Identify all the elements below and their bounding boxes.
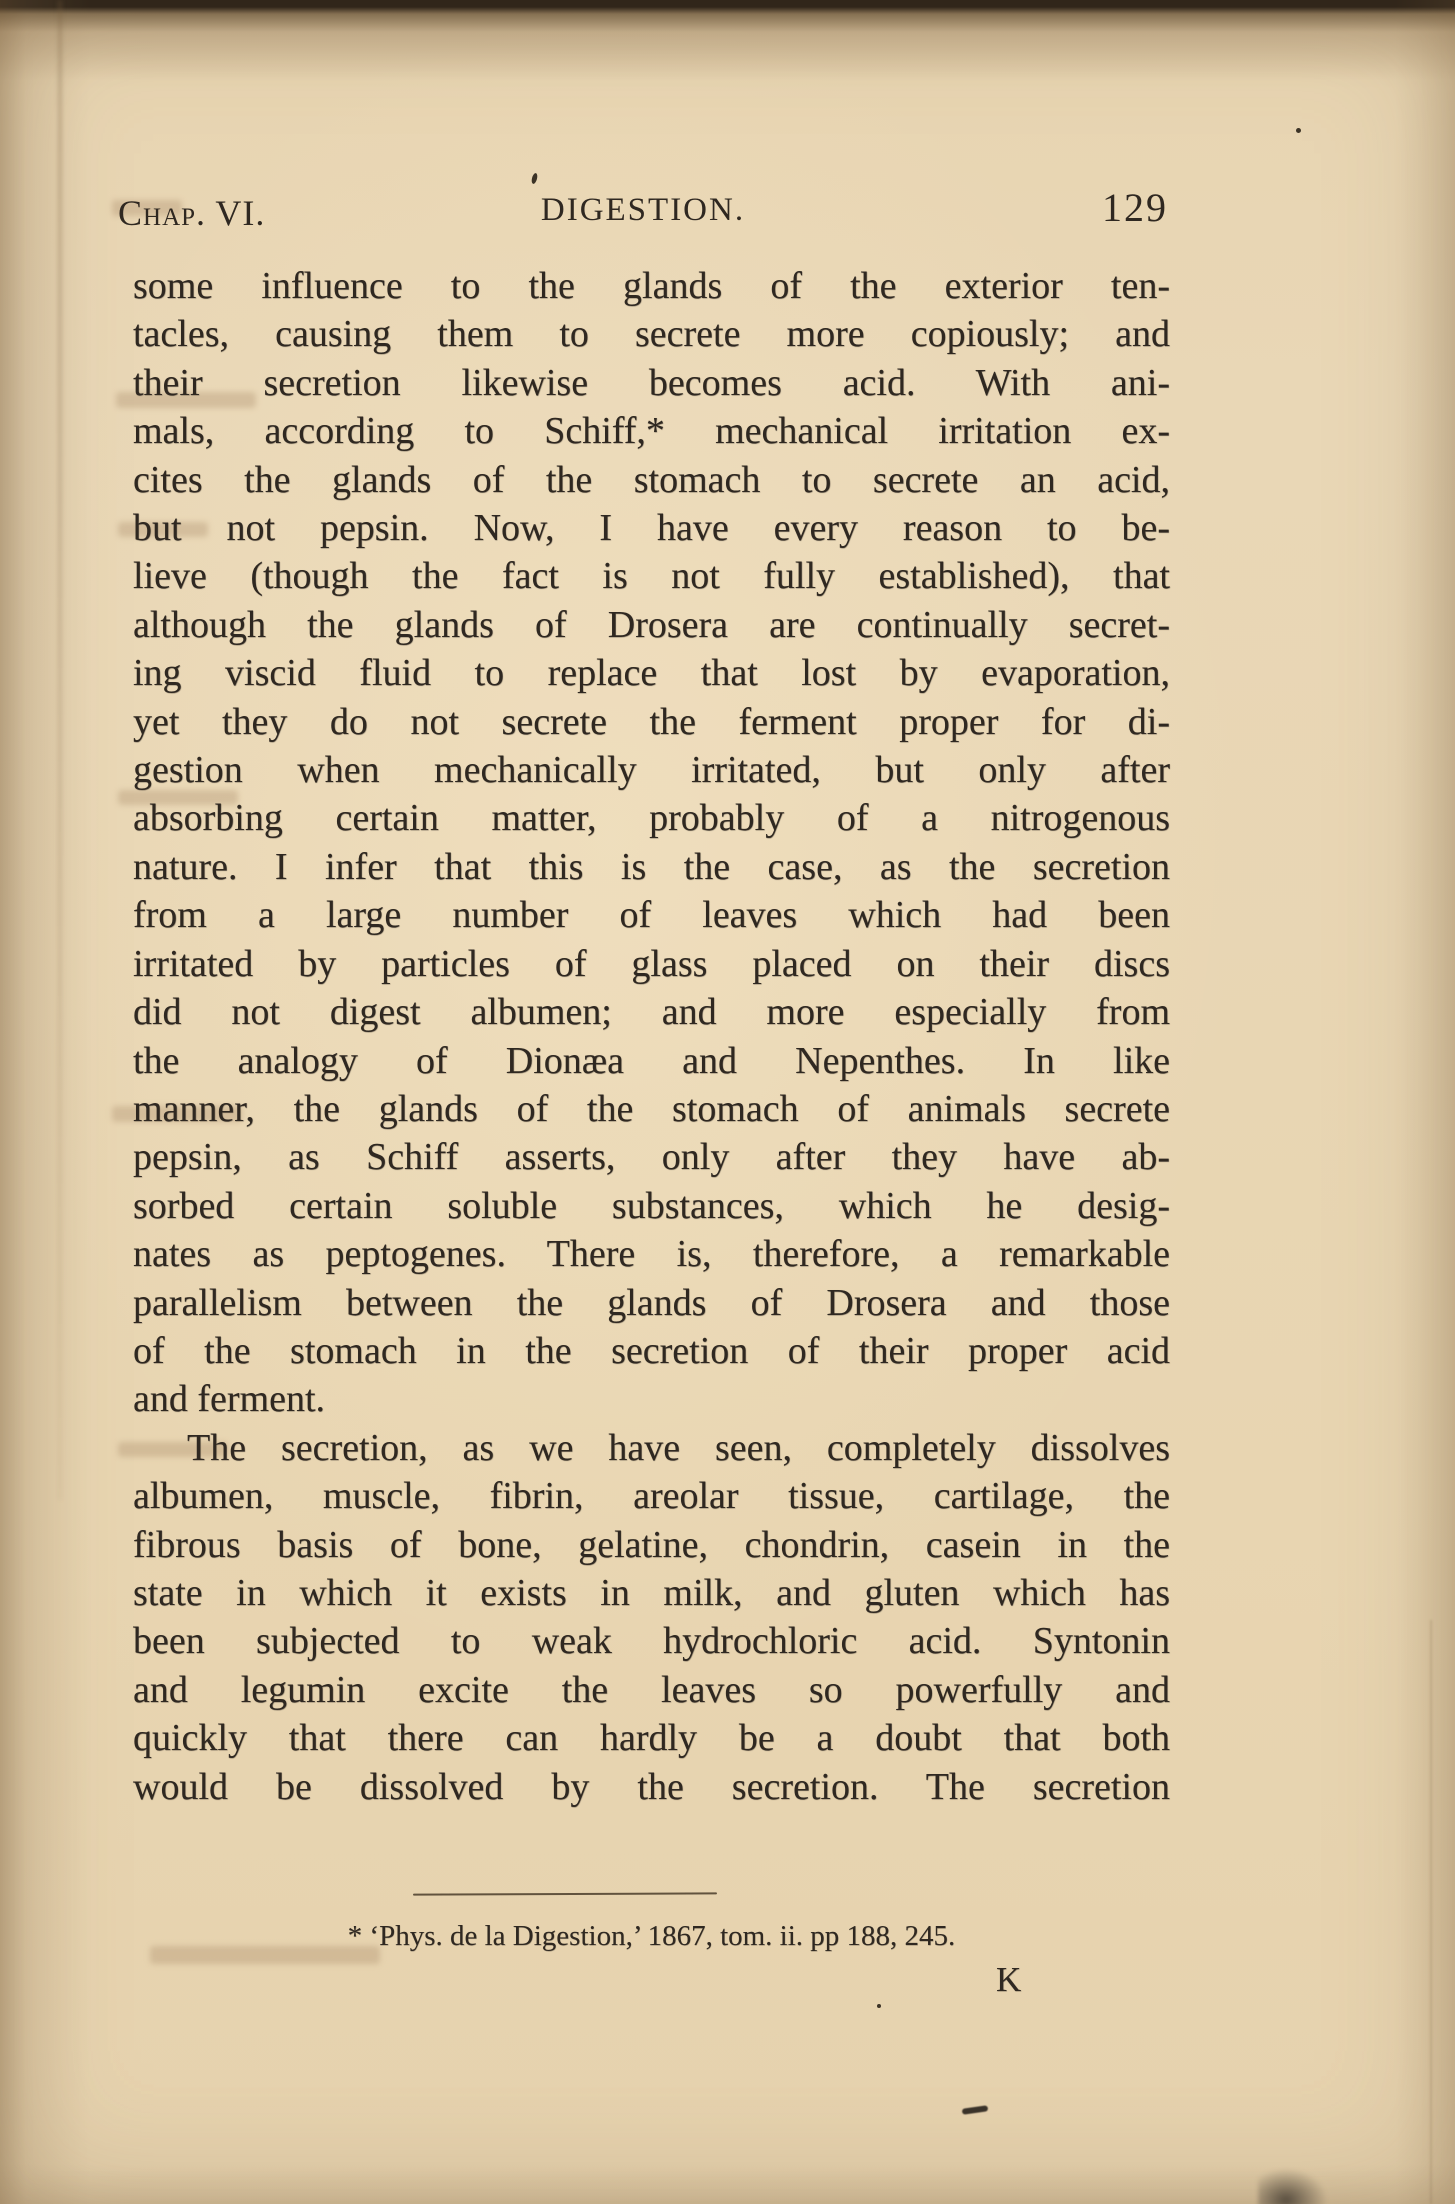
text-line: state in which it exists in milk, and gluten which has [133, 1571, 1170, 1614]
running-head-chapter: Chap. VI. [118, 193, 266, 233]
text-line: manner, the glands of the stomach of animals secrete [133, 1087, 1170, 1130]
text-line: nature. I infer that this is the case, as the secretion [133, 845, 1170, 888]
text-line: fibrous basis of bone, gelatine, chondrin, casein in the [133, 1523, 1170, 1566]
text-line: although the glands of Drosera are continually secret- [133, 603, 1170, 646]
text-line: their secretion likewise becomes acid. With ani- [133, 361, 1170, 404]
ink-speck [877, 2004, 881, 2008]
text-line: irritated by particles of glass placed on their discs [133, 942, 1170, 985]
running-head-title: DIGESTION. [540, 192, 746, 228]
text-line: from a large number of leaves which had been [133, 894, 1170, 937]
text-line: and ferment. [133, 1378, 326, 1421]
text-line: did not digest albumen; and more especially from [133, 991, 1170, 1034]
stray-ink-mark [962, 2105, 989, 2115]
text-line: albumen, muscle, fibrin, areolar tissue, cartilage, the [133, 1475, 1170, 1518]
page-number: 129 [1102, 185, 1168, 230]
text-line: would be dissolved by the secretion. The secretion [133, 1765, 1170, 1808]
text-line: mals, according to Schiff,* mechanical irritation ex- [133, 410, 1170, 453]
ink-speck [1296, 128, 1301, 133]
corner-smudge [1258, 2168, 1328, 2204]
footnote: * ‘Phys. de la Digestion,’ 1867, tom. ii. pp 188, 245. [347, 1920, 956, 1952]
text-line: quickly that there can hardly be a doubt that both [133, 1717, 1170, 1760]
text-line: been subjected to weak hydrochloric acid. Syntonin [133, 1620, 1170, 1663]
text-line: some influence to the glands of the exterior ten- [133, 265, 1170, 307]
text-line: and legumin excite the leaves so powerfully and [133, 1668, 1170, 1711]
page-right-edge-shadow [1385, 0, 1455, 2204]
text-line: tacles, causing them to secrete more copiously; and [133, 313, 1170, 356]
running-head [118, 185, 1168, 233]
signature-mark: K [996, 1960, 1023, 1999]
page-left-edge-shadow [0, 0, 95, 2204]
binding-crease [58, 0, 62, 1500]
body-text [133, 262, 1170, 1811]
ink-speck [531, 173, 539, 185]
text-line: lieve (though the fact is not fully established), that [133, 555, 1170, 598]
text-line: but not pepsin. Now, I have every reason to be- [133, 507, 1170, 550]
text-line: gestion when mechanically irritated, but only after [133, 749, 1170, 792]
text-line: The secretion, as we have seen, completely dissolves [187, 1426, 1170, 1469]
text-line: of the stomach in the secretion of their proper acid [133, 1329, 1170, 1372]
text-line: parallelism between the glands of Drosera and those [133, 1281, 1170, 1324]
page-bottom-edge-shadow [0, 2164, 1455, 2204]
text-line: ing viscid fluid to replace that lost by evaporation, [133, 652, 1170, 695]
text-line: yet they do not secrete the ferment proper for di- [133, 700, 1170, 743]
footnote-separator [413, 1892, 717, 1895]
page-edge-line [1430, 1620, 1432, 2204]
text-line: the analogy of Dionæa and Nepenthes. In like [133, 1039, 1170, 1082]
text-line: absorbing certain matter, probably of a nitrogenous [133, 797, 1170, 840]
text-line: nates as peptogenes. There is, therefore, a remarkable [133, 1233, 1170, 1276]
text-line: cites the glands of the stomach to secrete an acid, [133, 458, 1170, 501]
page-top-edge-shadow [0, 0, 1455, 80]
text-line: pepsin, as Schiff asserts, only after they have ab- [133, 1136, 1170, 1179]
text-line: sorbed certain soluble substances, which he desig- [133, 1184, 1170, 1227]
